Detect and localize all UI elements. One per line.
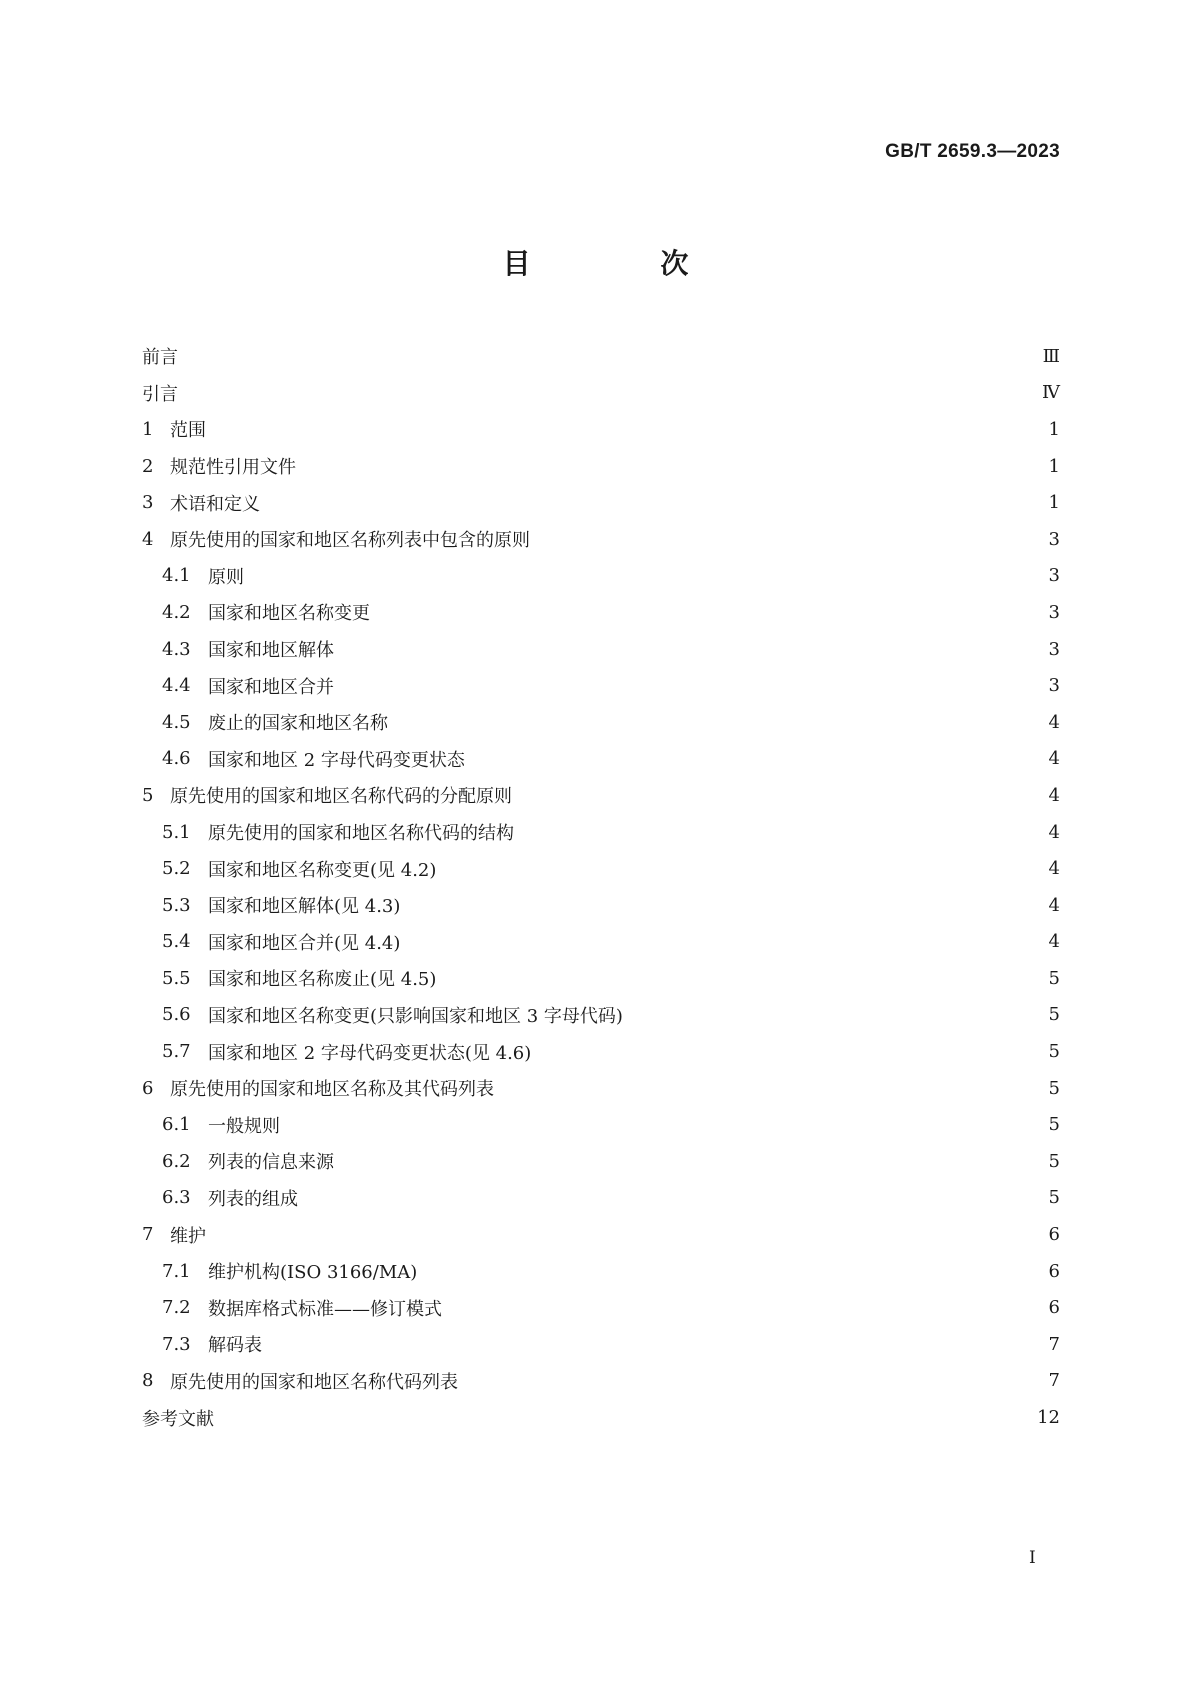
toc-entry-number: 5.7 [162, 1041, 191, 1063]
toc-entry-page: 7 [1048, 1333, 1060, 1355]
toc-entry[interactable] [142, 1363, 1060, 1400]
toc-leader-dots [306, 1189, 1040, 1207]
toc-entry-page: 1 [1048, 492, 1060, 514]
toc-leader-dots [538, 530, 1040, 548]
toc-entry-number: 7.1 [162, 1260, 191, 1282]
page-number: I [1029, 1548, 1036, 1568]
toc-leader-dots [502, 1079, 1040, 1097]
toc-entry-page: 1 [1048, 455, 1060, 477]
toc-entry-number: 4.4 [162, 675, 191, 697]
toc-leader-dots [378, 603, 1040, 621]
toc-entry-page: 4 [1048, 821, 1060, 843]
toc-entry[interactable] [142, 850, 1060, 887]
toc-entry-page: 5 [1048, 1041, 1060, 1063]
toc-entry-number: 5.3 [162, 894, 191, 916]
toc-entry[interactable] [142, 1070, 1060, 1107]
toc-leader-dots [466, 1372, 1040, 1390]
toc-entry-label: 原先使用的国家和地区名称及其代码列表 [170, 1079, 494, 1101]
toc-leader-dots [408, 933, 1040, 951]
toc-entry[interactable] [142, 631, 1060, 668]
toc-entry[interactable] [142, 667, 1060, 704]
toc-entry-number: 7.2 [162, 1297, 191, 1319]
toc-leader-dots [396, 713, 1040, 731]
toc-entry-page: 5 [1048, 1187, 1060, 1209]
toc-entry-number: 6.2 [162, 1150, 191, 1172]
toc-entry[interactable] [142, 741, 1060, 778]
toc-leader-dots [270, 1335, 1040, 1353]
toc-entry[interactable] [142, 1216, 1060, 1253]
toc-entry-page: 5 [1048, 1077, 1060, 1099]
toc-entry-number: 5.1 [162, 821, 191, 843]
toc-entry-page: Ⅲ [1042, 345, 1060, 367]
toc-leader-dots [268, 494, 1040, 512]
toc-entry-page: 5 [1048, 1114, 1060, 1136]
toc-entry-page: 4 [1048, 858, 1060, 880]
toc-entry-label: 解码表 [208, 1335, 262, 1357]
toc-entry[interactable] [142, 814, 1060, 851]
toc-entry[interactable] [142, 1033, 1060, 1070]
toc-entry[interactable] [142, 558, 1060, 595]
toc-entry-label: 列表的组成 [208, 1188, 298, 1210]
toc-leader-dots [252, 567, 1040, 585]
toc-entry-label: 国家和地区名称废止(见 4.5) [208, 969, 437, 991]
toc-entry[interactable] [142, 924, 1060, 961]
toc-entry-label: 一般规则 [208, 1115, 280, 1137]
toc-entry-page: 6 [1048, 1297, 1060, 1319]
toc-entry-label: 国家和地区解体 [208, 640, 334, 662]
toc-entry[interactable] [142, 375, 1060, 412]
toc-leader-dots [473, 750, 1040, 768]
toc-entry-label: 前言 [142, 347, 178, 369]
toc-leader-dots [522, 823, 1040, 841]
toc-entry-page: 12 [1037, 1407, 1060, 1429]
toc-leader-dots [444, 860, 1040, 878]
toc-entry-number: 8 [142, 1370, 154, 1392]
toc-leader-dots [186, 347, 1037, 365]
toc-entry-number: 4.3 [162, 638, 191, 660]
toc-leader-dots [342, 1152, 1040, 1170]
toc-entry-label: 范围 [170, 420, 206, 442]
toc-entry[interactable] [142, 1326, 1060, 1363]
toc-entry-number: 4.1 [162, 565, 191, 587]
toc-leader-dots [444, 969, 1040, 987]
page-title: 目 次 [502, 247, 749, 280]
toc-entry[interactable] [142, 1143, 1060, 1180]
toc-entry-number: 5 [142, 784, 154, 806]
toc-leader-dots [520, 786, 1040, 804]
toc-entry-label: 术语和定义 [170, 493, 260, 515]
toc-entry-label: 引言 [142, 383, 178, 405]
toc-leader-dots [408, 896, 1040, 914]
toc-entry-number: 5.5 [162, 967, 191, 989]
toc-entry-label: 数据库格式标准——修订模式 [208, 1298, 442, 1320]
toc-entry-page: 6 [1048, 1224, 1060, 1246]
toc-entry-label: 列表的信息来源 [208, 1152, 334, 1174]
toc-entry-label: 国家和地区 2 字母代码变更状态(见 4.6) [208, 1042, 532, 1064]
toc-entry-page: 3 [1048, 675, 1060, 697]
toc-leader-dots [539, 1043, 1040, 1061]
toc-entry-label: 原先使用的国家和地区名称代码的分配原则 [170, 786, 512, 808]
toc-leader-dots [222, 1409, 1031, 1427]
toc-leader-dots [342, 677, 1040, 695]
toc-entry-page: 4 [1048, 894, 1060, 916]
toc-entry-number: 5.4 [162, 931, 191, 953]
toc-entry-number: 2 [142, 455, 154, 477]
toc-entry-number: 6.1 [162, 1114, 191, 1136]
toc-entry-label: 国家和地区名称变更(只影响国家和地区 3 字母代码) [208, 1005, 623, 1027]
toc-entry-page: 4 [1048, 931, 1060, 953]
toc-entry-page: 4 [1048, 784, 1060, 806]
toc-entry-number: 4.5 [162, 711, 191, 733]
toc-entry[interactable] [142, 1180, 1060, 1217]
toc-entry-label: 国家和地区名称变更(见 4.2) [208, 859, 437, 881]
toc-entry[interactable] [142, 521, 1060, 558]
toc-leader-dots [631, 1006, 1040, 1024]
toc-entry-page: 3 [1048, 601, 1060, 623]
toc-entry-page: 6 [1048, 1260, 1060, 1282]
toc-entry-number: 6.3 [162, 1187, 191, 1209]
toc-entry-label: 国家和地区合并(见 4.4) [208, 932, 401, 954]
toc-entry[interactable] [142, 338, 1060, 375]
toc-entry-label: 维护 [170, 1225, 206, 1247]
toc-entry-page: 5 [1048, 967, 1060, 989]
toc-entry-page: 4 [1048, 748, 1060, 770]
toc-entry-label: 原则 [208, 566, 244, 588]
toc-entry-label: 规范性引用文件 [170, 457, 296, 479]
toc-entry-number: 4.6 [162, 748, 191, 770]
toc-entry[interactable] [142, 484, 1060, 521]
toc-entry-label: 国家和地区 2 字母代码变更状态 [208, 749, 465, 771]
toc-entry[interactable] [142, 1106, 1060, 1143]
toc-entry-label: 原先使用的国家和地区名称列表中包含的原则 [170, 530, 530, 552]
toc-entry-label: 国家和地区解体(见 4.3) [208, 896, 401, 918]
toc-entry-number: 6 [142, 1077, 154, 1099]
table-of-contents [142, 338, 1060, 1436]
toc-entry-page: 1 [1048, 418, 1060, 440]
toc-entry-page: 4 [1048, 711, 1060, 733]
toc-entry-page: 5 [1048, 1150, 1060, 1172]
toc-entry[interactable] [142, 594, 1060, 631]
toc-leader-dots [342, 640, 1040, 658]
toc-entry[interactable] [142, 411, 1060, 448]
toc-entry-number: 7 [142, 1224, 154, 1246]
toc-leader-dots [186, 384, 1036, 402]
toc-entry-number: 3 [142, 492, 154, 514]
toc-entry-label: 原先使用的国家和地区名称代码列表 [170, 1371, 458, 1393]
toc-entry-page: 3 [1048, 528, 1060, 550]
toc-entry[interactable] [142, 997, 1060, 1034]
toc-entry-label: 废止的国家和地区名称 [208, 713, 388, 735]
toc-entry-label: 原先使用的国家和地区名称代码的结构 [208, 823, 514, 845]
toc-leader-dots [304, 457, 1040, 475]
toc-entry-page: 3 [1048, 638, 1060, 660]
toc-entry-number: 5.2 [162, 858, 191, 880]
toc-entry[interactable] [142, 1289, 1060, 1326]
toc-entry-number: 4 [142, 528, 154, 550]
toc-entry[interactable] [142, 704, 1060, 741]
toc-entry-label: 国家和地区名称变更 [208, 603, 370, 625]
toc-entry[interactable] [142, 960, 1060, 997]
toc-entry-label: 参考文献 [142, 1408, 214, 1430]
toc-entry-number: 5.6 [162, 1004, 191, 1026]
toc-entry-number: 1 [142, 418, 154, 440]
toc-entry[interactable] [142, 1399, 1060, 1436]
toc-entry-label: 维护机构(ISO 3166/MA) [208, 1262, 418, 1284]
toc-entry-page: 7 [1048, 1370, 1060, 1392]
standard-code: GB/T 2659.3—2023 [885, 141, 1060, 162]
toc-leader-dots [450, 1299, 1040, 1317]
toc-entry[interactable] [142, 448, 1060, 485]
toc-entry-label: 国家和地区合并 [208, 676, 334, 698]
toc-entry-page: 3 [1048, 565, 1060, 587]
toc-entry[interactable] [142, 1253, 1060, 1290]
toc-entry-number: 7.3 [162, 1333, 191, 1355]
toc-entry[interactable] [142, 887, 1060, 924]
toc-leader-dots [425, 1262, 1040, 1280]
toc-entry-page: Ⅳ [1042, 382, 1060, 404]
toc-entry[interactable] [142, 777, 1060, 814]
toc-entry-number: 4.2 [162, 601, 191, 623]
toc-leader-dots [288, 1116, 1040, 1134]
toc-leader-dots [214, 1226, 1040, 1244]
toc-leader-dots [214, 420, 1040, 438]
toc-entry-page: 5 [1048, 1004, 1060, 1026]
